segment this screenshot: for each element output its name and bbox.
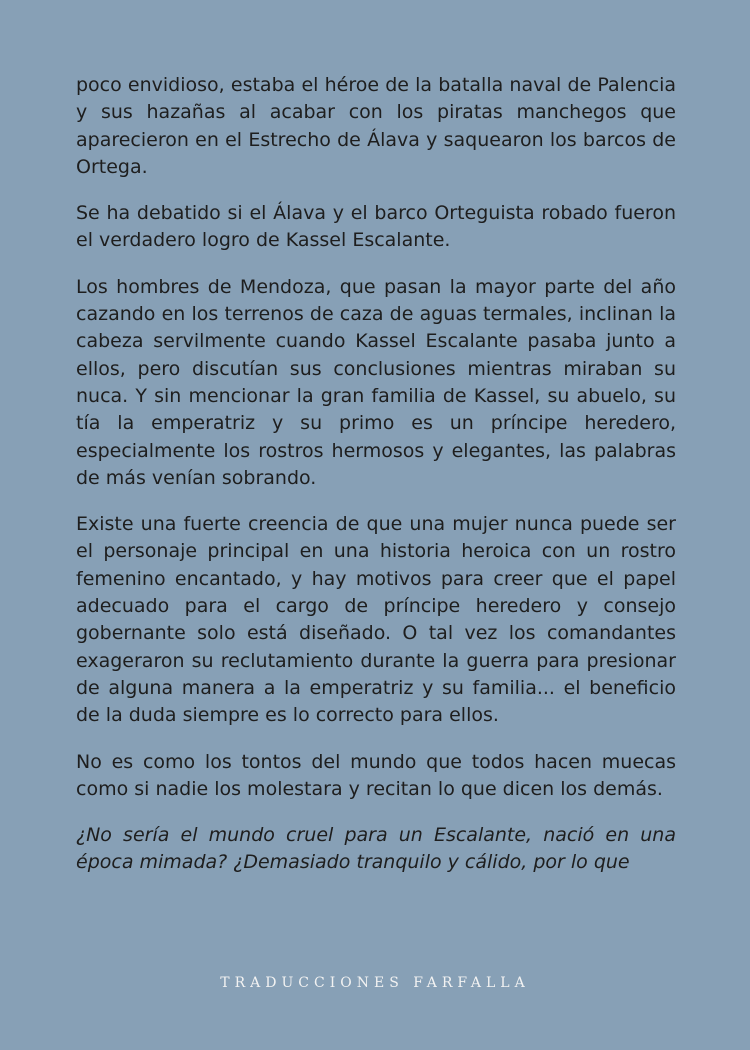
paragraph-5: No es como los tontos del mundo que todos hacen muecas como si nadie los molestara y recitan lo que dicen los demás. bbox=[76, 750, 676, 800]
paragraph-1: poco envidioso, estaba el héroe de la batalla naval de Palencia y sus hazañas al acabar con los piratas manchegos que aparecieron en el Estrecho de Álava y saquearon los barcos de Ortega. bbox=[76, 74, 676, 178]
italic-paragraph: ¿No sería el mundo cruel para un Escalante, nació en una época mimada? ¿Demasiado tranquilo y cálido, por lo que bbox=[76, 824, 676, 874]
paragraph-4: Existe una fuerte creencia de que una mujer nunca puede ser el personaje principal en una historia heroica con un rostro femenino encantado, y hay motivos para creer que el papel adecuado para el cargo de príncipe heredero y consejo gobernante solo está diseñado. O tal vez los comandantes exageraron su reclutamiento durante la guerra para presionar de alguna manera a la emperatriz y su familia... el beneficio de la duda siempre es lo correcto para ellos. bbox=[76, 513, 676, 727]
body-text bbox=[76, 72, 676, 896]
paragraph-3: Los hombres de Mendoza, que pasan la mayor parte del año cazando en los terrenos de caza de aguas termales, inclinan la cabeza servilmente cuando Kassel Escalante pasaba junto a ellos, pero discutían sus conclusiones mientras miraban su nuca. Y sin mencionar la gran familia de Kassel, su abuelo, su tía la emperatriz y su primo es un príncipe heredero, especialmente los rostros hermosos y elegantes, las palabras de más venían sobrando. bbox=[76, 275, 676, 489]
footer-credit: TRADUCCIONES FARFALLA bbox=[220, 975, 530, 991]
paragraph-2: Se ha debatido si el Álava y el barco Orteguista robado fueron el verdadero logro de Kassel Escalante. bbox=[76, 202, 676, 252]
